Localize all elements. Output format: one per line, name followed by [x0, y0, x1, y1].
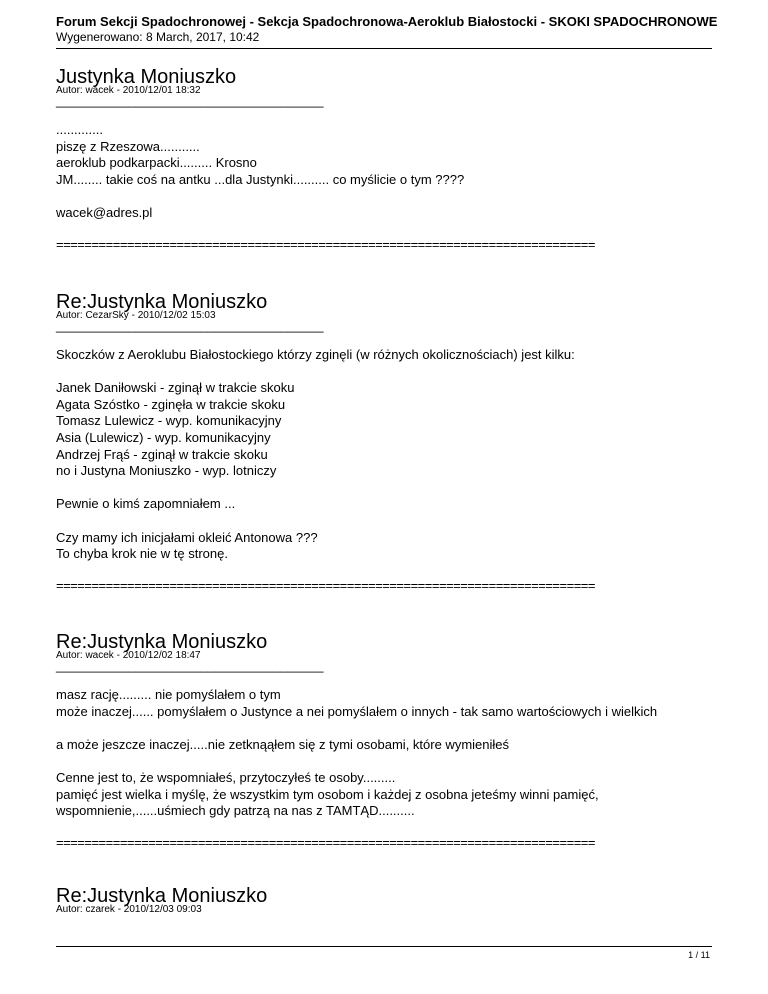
- document-header: [56, 14, 768, 45]
- post-author: Autor: wacek - 2010/12/02 18:47: [56, 650, 201, 661]
- post-line: [56, 480, 736, 497]
- post-line: Cenne jest to, że wspomniałeś, przytoczyłeś te osoby.........: [56, 769, 396, 785]
- post-line: piszę z Rzeszowa...........: [56, 138, 200, 154]
- post-line: masz rację......... nie pomyślałem o tym: [56, 687, 281, 702]
- post-line: wspomnienie,......uśmiech gdy patrzą na nas z TAMTĄD..........: [56, 803, 415, 819]
- generated-date: Wygenerowano: 8 March, 2017, 10:42: [56, 30, 260, 44]
- post-body: [56, 687, 736, 820]
- footer-divider: [56, 946, 712, 947]
- post-body: [56, 347, 736, 563]
- post-title: Re:Justynka Moniuszko: [56, 885, 268, 907]
- post-author: Autor: wacek - 2010/12/01 18:32: [56, 85, 201, 96]
- post-line: Andrzej Frąś - zginął w trakcie skoku: [56, 446, 268, 462]
- post-line: może inaczej...... pomyślałem o Justynce a nei pomyślałem o innych - tak samo wartościowych i wielkich: [56, 703, 658, 719]
- post-line: .............: [56, 122, 103, 137]
- post-line: Asia (Lulewicz) - wyp. komunikacyjny: [56, 429, 271, 445]
- post-line: aeroklub podkarpacki......... Krosno: [56, 155, 257, 171]
- post-underline: _____________________________________: [56, 658, 324, 673]
- email-text: wacek@adres.pl: [56, 204, 153, 220]
- post-line: [56, 364, 736, 381]
- post-underline: _____________________________________: [56, 318, 324, 333]
- post-separator: ============================================================================: [56, 834, 595, 850]
- post-separator: ============================================================================: [56, 577, 595, 593]
- post-line: Agata Szóstko - zginęła w trakcie skoku: [56, 396, 286, 412]
- post-body: [56, 122, 736, 222]
- post-title: Justynka Moniuszko: [56, 66, 237, 88]
- post-line: To chyba krok nie w tę stronę.: [56, 546, 228, 562]
- post: [56, 291, 736, 593]
- post: [56, 66, 736, 252]
- post: [56, 885, 736, 915]
- post-title: Re:Justynka Moniuszko: [56, 291, 268, 313]
- post: [56, 631, 736, 850]
- post-line: Czy mamy ich inicjałami okleić Antonowa ???: [56, 529, 318, 545]
- header-divider: [56, 48, 712, 49]
- page-number: 1 / 11: [688, 950, 710, 960]
- post-line: [56, 188, 736, 205]
- post-line: no i Justyna Moniuszko - wyp. lotniczy: [56, 463, 277, 479]
- post-line: Tomasz Lulewicz - wyp. komunikacyjny: [56, 413, 282, 429]
- post-line: [56, 513, 736, 530]
- post-line: Janek Daniłowski - zginął w trakcie skoku: [56, 380, 295, 396]
- forum-title: Forum Sekcji Spadochronowej - Sekcja Spadochronowa-Aeroklub Białostocki - SKOKI SPADOCHRONOWE: [56, 14, 718, 29]
- post-line: pamięć jest wielka i myślę, że wszystkim tym osobom i każdej z osobna jeteśmy winni pamięć,: [56, 786, 599, 802]
- post-line: a może jeszcze inaczej.....nie zetknąąłem się z tymi osobami, które wymieniłeś: [56, 736, 510, 752]
- post-underline: _____________________________________: [56, 93, 324, 108]
- post-title: Re:Justynka Moniuszko: [56, 631, 268, 653]
- post-separator: ============================================================================: [56, 236, 595, 252]
- post-line: Skoczków z Aeroklubu Białostockiego którzy zginęli (w różnych okolicznościach) jest kilku:: [56, 347, 575, 362]
- post-author: Autor: CezarSky - 2010/12/02 15:03: [56, 310, 216, 321]
- post-author: Autor: czarek - 2010/12/03 09:03: [56, 904, 202, 915]
- post-line: JM........ takie coś na antku ...dla Justynki.......... co myślicie o tym ????: [56, 171, 465, 187]
- post-line: [56, 753, 736, 770]
- post-line: Pewnie o kimś zapomniałem ...: [56, 496, 236, 512]
- post-line: [56, 720, 736, 737]
